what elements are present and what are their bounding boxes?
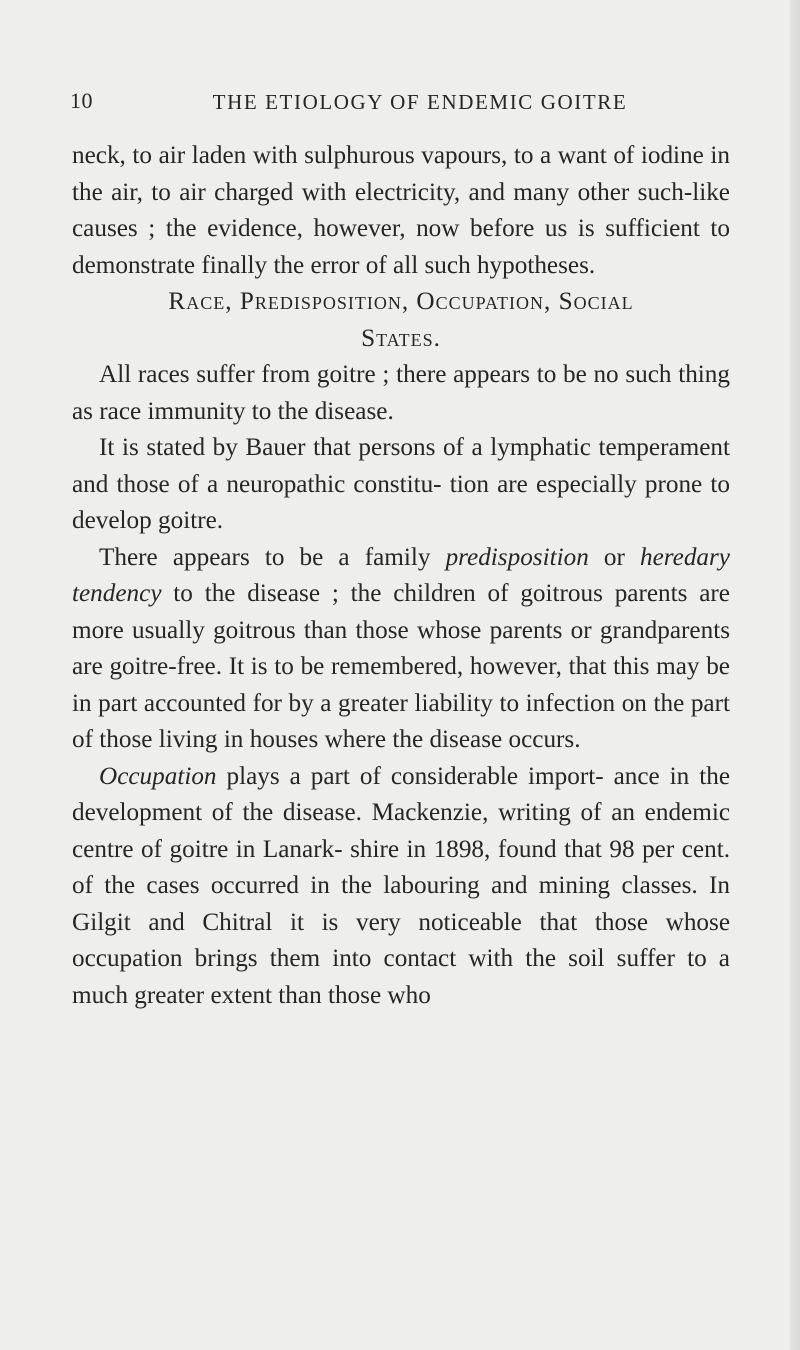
heredity-lead-text: There appears to be a family	[99, 543, 446, 571]
body-text	[72, 138, 730, 1014]
section-heading: Race, Predisposition, Occupation, Social	[168, 288, 634, 315]
running-title: THE ETIOLOGY OF ENDEMIC GOITRE	[212, 90, 628, 114]
paragraph-occupation	[72, 759, 730, 1015]
paragraph-race: All races suffer from goitre ; there appears to be no such thing as race immunity to the disease.	[72, 361, 730, 425]
page-number: 10	[70, 88, 93, 113]
heredity-rest-text: to the disease ; the children of goitrous parents are more usually goitrous than those whose parents or grandparents are goitre-free. It is to be remembered, however, that this may be in part accounted for by a greater liability to infection on the part of those living in houses where the disease occurs.	[72, 580, 730, 753]
term-predisposition: predisposition	[445, 543, 589, 571]
paragraph-bauer: It is stated by Bauer that persons of a lymphatic temperament and those of a neuropathic constitu- tion are especially prone to develop goitre.	[72, 434, 730, 534]
running-head	[70, 88, 730, 118]
section-heading-continued: States.	[361, 324, 441, 352]
occupation-rest-text: plays a part of considerable import- ance in the development of the disease. Mackenzie, writing of an endemic centre of goitre in Lanark- shire in 1898, found that 98 per cent. of the cases occurred in the labouring and mining classes. In Gilgit and Chitral it is very noticeable that those whose occupation brings them into contact with the soil suffer to a much greater extent than those who	[72, 762, 730, 1009]
term-occupation: Occupation	[99, 762, 217, 790]
paragraph-heredity	[72, 540, 730, 759]
heredity-connector: or	[588, 543, 640, 571]
term-heredary-tendency: heredary tendency	[72, 543, 730, 607]
intro-paragraph: neck, to air laden with sulphurous vapours, to a want of iodine in the air, to air charged with electricity, and many other such-like causes ; the evidence, however, now before us is sufficient to demonstrate finally the error of all such hypotheses.	[72, 142, 730, 279]
page-edge	[790, 0, 800, 1350]
